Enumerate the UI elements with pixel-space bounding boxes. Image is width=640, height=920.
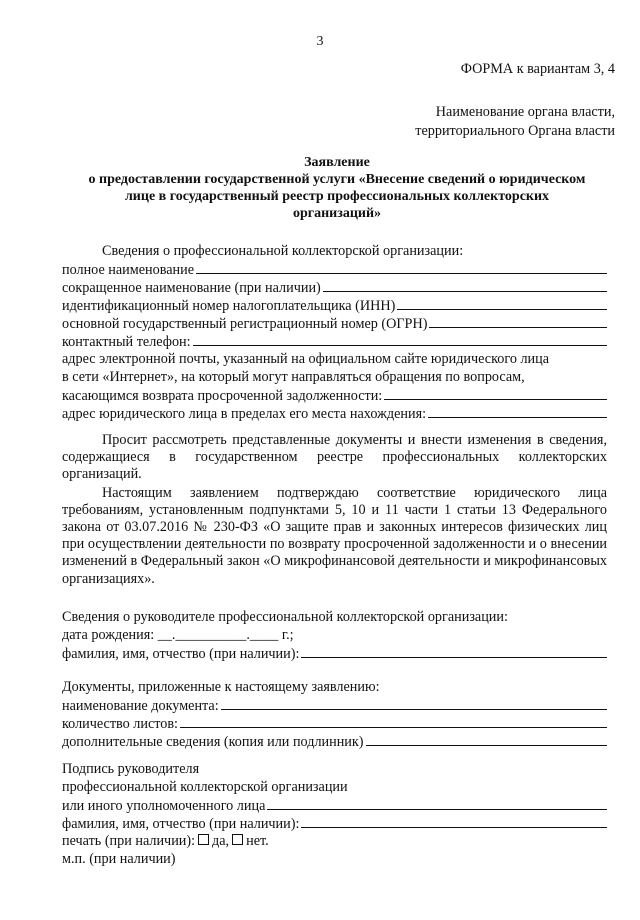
authority-block — [415, 103, 615, 141]
sheets-label: количество листов: — [62, 716, 178, 732]
authority-line-1: Наименование органа власти, — [435, 104, 615, 120]
birth-date-label: дата рождения: __.__________.____ г.; — [62, 627, 294, 643]
sheets-field[interactable] — [180, 714, 607, 728]
signature-line-2: профессиональной коллекторской организации — [62, 779, 348, 795]
extra-info-field[interactable] — [366, 732, 607, 746]
request-paragraph: Просит рассмотреть представленные документы и внести изменения в сведения, содержащиеся в государственном реестре профессиональных коллекторских организаций. — [62, 432, 607, 483]
title-line-3: лице в государственный реестр профессиональных коллекторских — [124, 189, 550, 204]
inn-label: идентификационный номер налогоплательщика (ИНН) — [62, 298, 396, 314]
title-line-1: Заявление — [304, 155, 370, 170]
email-label-line-1: адрес электронной почты, указанный на официальном сайте юридического лица — [62, 351, 550, 367]
address-field[interactable] — [428, 404, 607, 418]
full-name-field[interactable] — [196, 260, 607, 274]
documents-section — [62, 678, 607, 750]
ogrn-field[interactable] — [429, 314, 607, 328]
org-info-section — [62, 242, 607, 422]
phone-field[interactable] — [193, 332, 607, 346]
page-number: 3 — [316, 34, 324, 49]
signer-name-field[interactable] — [301, 814, 607, 828]
signature-field[interactable] — [267, 796, 607, 810]
form-label: ФОРМА к вариантам 3, 4 — [460, 61, 615, 77]
short-name-label: сокращенное наименование (при наличии) — [62, 280, 321, 296]
signature-line-1: Подпись руководителя — [62, 761, 200, 777]
signature-section — [62, 760, 607, 868]
confirm-paragraph: Настоящим заявлением подтверждаю соответствие юридического лица требованиям, установленным подпунктами 5, 10 и 11 части 1 статьи 13 Федерального закона от 03.07.2016 № 230-ФЗ «О защите прав и законных интересов физических лиц при осуществлении деятельности по возврату просроченной задолженности и о внесении изменений в Федеральный закон «О микрофинансовой деятельности и микрофинансовых организациях». — [62, 484, 607, 587]
seal-yes-label: да, — [212, 833, 230, 849]
seal-label: печать (при наличии): — [62, 833, 196, 849]
title-line-2: о предоставлении государственной услуги «Внесение сведений о юридическом — [88, 172, 586, 187]
doc-name-field[interactable] — [221, 696, 607, 710]
signer-name-label: фамилия, имя, отчество (при наличии): — [62, 816, 300, 832]
doc-name-label: наименование документа: — [62, 698, 219, 714]
authority-line-2: территориального Органа власти — [415, 123, 615, 139]
address-label: адрес юридического лица в пределах его места нахождения: — [62, 406, 427, 422]
seal-no-checkbox[interactable] — [232, 834, 243, 845]
extra-info-label: дополнительные сведения (копия или подлинник) — [62, 734, 364, 750]
org-info-heading: Сведения о профессиональной коллекторской организации: — [102, 243, 464, 259]
email-label-line-3: касающимся возврата просроченной задолженности: — [62, 388, 383, 404]
head-info-section — [62, 608, 607, 662]
head-name-label: фамилия, имя, отчество (при наличии): — [62, 646, 300, 662]
seal-no-label: нет. — [246, 833, 269, 849]
title-line-4: организаций» — [292, 206, 382, 221]
phone-label: контактный телефон: — [62, 334, 191, 350]
head-name-field[interactable] — [301, 644, 607, 658]
document-title — [62, 154, 612, 222]
inn-field[interactable] — [397, 296, 607, 310]
head-info-heading: Сведения о руководителе профессиональной коллекторской организации: — [62, 609, 508, 625]
request-section — [62, 432, 607, 588]
seal-yes-checkbox[interactable] — [198, 834, 209, 845]
ogrn-label: основной государственный регистрационный номер (ОГРН) — [62, 316, 428, 332]
short-name-field[interactable] — [323, 278, 607, 292]
email-label-line-2: в сети «Интернет», на который могут направляться обращения по вопросам, — [62, 369, 525, 385]
documents-heading: Документы, приложенные к настоящему заявлению: — [62, 679, 380, 695]
full-name-label: полное наименование — [62, 262, 195, 278]
signature-line-3: или иного уполномоченного лица — [62, 798, 266, 814]
email-field[interactable] — [384, 386, 607, 400]
stamp-label: м.п. (при наличии) — [62, 851, 176, 867]
